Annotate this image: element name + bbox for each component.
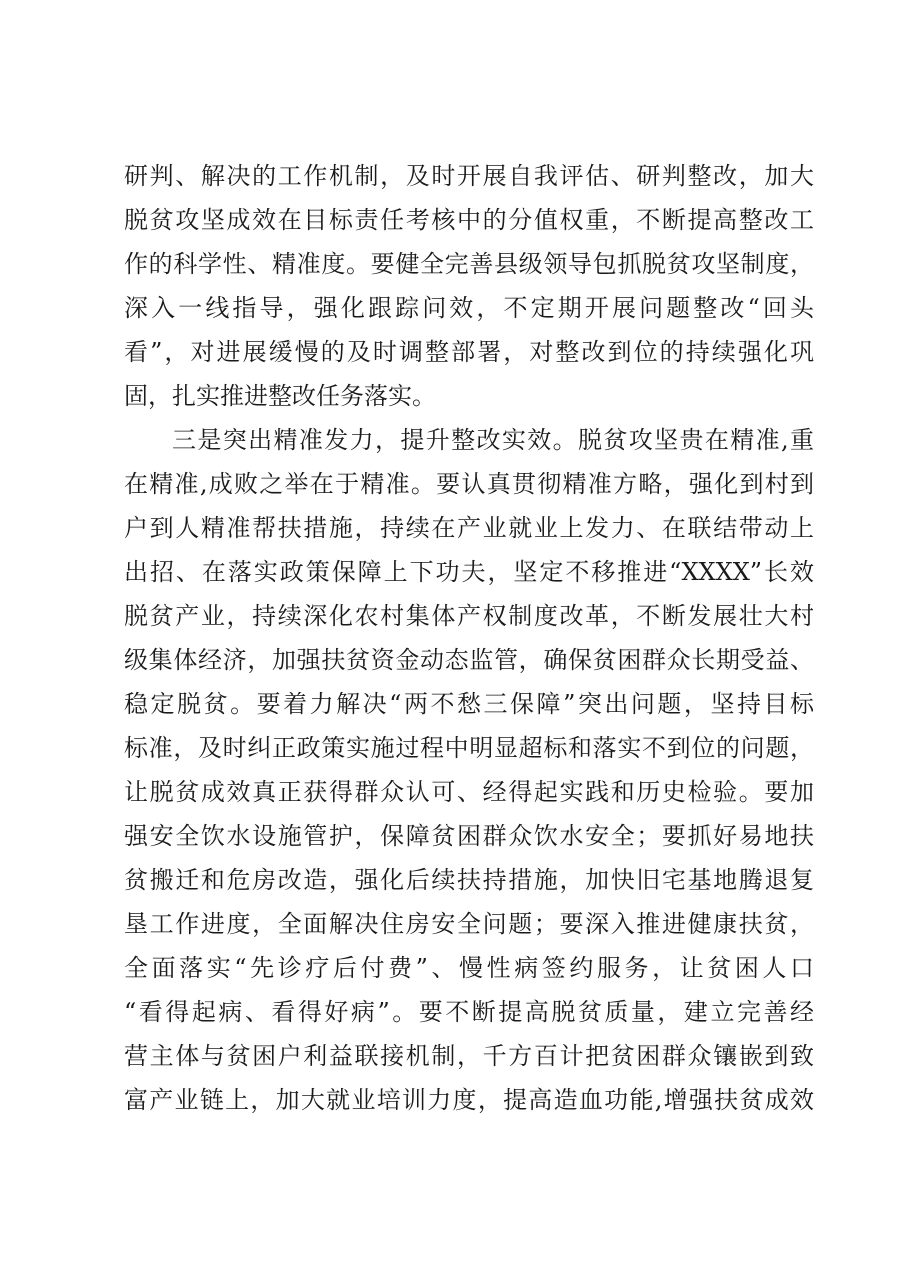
text-line: 三是突出精准发力，提升整改实效。脱贫攻坚贵在精准,重 xyxy=(172,426,814,454)
text-line: 全面落实“先诊疗后付费”、慢性病签约服务，让贫困人口 xyxy=(124,954,814,982)
text-line: 脱贫产业，持续深化农村集体产权制度改革，不断发展壮大村 xyxy=(124,602,814,630)
text-line: 研判、解决的工作机制，及时开展自我评估、研判整改，加大 xyxy=(124,162,814,190)
text-line: 固，扎实推进整改任务落实。 xyxy=(124,382,436,410)
text-line: 户到人精准帮扶措施，持续在产业就业上发力、在联结带动上 xyxy=(124,514,814,542)
text-line: 深入一线指导，强化跟踪问效，不定期开展问题整改“回头 xyxy=(124,294,814,322)
text-line: 富产业链上，加大就业培训力度，提高造血功能,增强扶贫成效 xyxy=(124,1086,814,1114)
text-line: 强安全饮水设施管护，保障贫困群众饮水安全；要抓好易地扶 xyxy=(124,822,814,850)
text-line: 作的科学性、精准度。要健全完善县级领导包抓脱贫攻坚制度， xyxy=(124,250,814,278)
text-line: 垦工作进度，全面解决住房安全问题；要深入推进健康扶贫， xyxy=(124,910,814,938)
text-line: 标准，及时纠正政策实施过程中明显超标和落实不到位的问题， xyxy=(124,734,814,762)
text-line: 稳定脱贫。要着力解决“两不愁三保障”突出问题，坚持目标 xyxy=(124,690,814,718)
text-line: 让脱贫成效真正获得群众认可、经得起实践和历史检验。要加 xyxy=(124,778,814,806)
paragraph-precise-effort xyxy=(124,418,814,1122)
text-line: 贫搬迁和危房改造，强化后续扶持措施，加快旧宅基地腾退复 xyxy=(124,866,814,894)
paragraph-continuation xyxy=(124,154,814,418)
text-line: 脱贫攻坚成效在目标责任考核中的分值权重，不断提高整改工 xyxy=(124,206,814,234)
text-line: “看得起病、看得好病”。要不断提高脱贫质量，建立完善经 xyxy=(124,998,814,1026)
text-line: 看”，对进展缓慢的及时调整部署，对整改到位的持续强化巩 xyxy=(124,338,814,366)
text-line: 级集体经济，加强扶贫资金动态监管，确保贫困群众长期受益、 xyxy=(124,646,814,674)
text-line: 在精准,成败之举在于精准。要认真贯彻精准方略，强化到村到 xyxy=(124,470,814,498)
document-body xyxy=(124,154,814,1122)
text-line: 出招、在落实政策保障上下功夫，坚定不移推进“XXXX”长效 xyxy=(124,558,814,586)
text-line: 营主体与贫困户利益联接机制，千方百计把贫困群众镶嵌到致 xyxy=(124,1042,814,1070)
